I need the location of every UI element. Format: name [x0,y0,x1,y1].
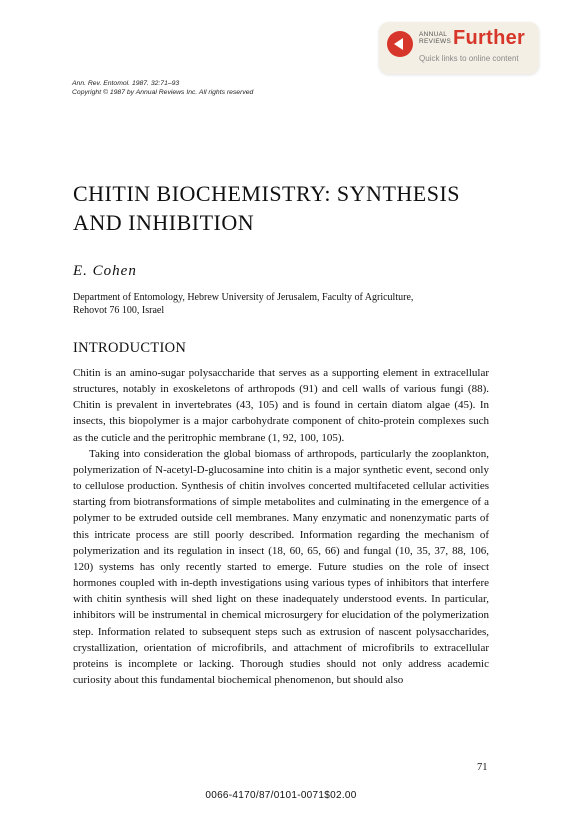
annual-reviews-further-badge[interactable] [379,22,539,74]
author-name: E. Cohen [73,263,137,279]
citation-line-2: Copyright © 1987 by Annual Reviews Inc. All rights reserved [72,89,254,96]
logo-line-annual: ANNUAL [419,31,448,38]
section-heading: INTRODUCTION [73,340,187,356]
affiliation-line-2: Rehovot 76 100, Israel [73,305,165,316]
affiliation-line-1: Department of Entomology, Hebrew University of Jerusalem, Faculty of Agriculture, [73,292,414,303]
play-arrow-icon [387,31,413,57]
title-line-1: CHITIN BIOCHEMISTRY: SYNTHESIS [73,181,461,206]
annual-reviews-logo-text [419,31,451,45]
quick-links-subtitle: Quick links to online content [419,54,519,63]
journal-citation [72,79,253,97]
title-line-2: AND INHIBITION [73,210,255,235]
logo-line-reviews: REVIEWS [419,38,452,45]
author-affiliation [73,291,513,317]
article-title [73,179,513,237]
paragraph-2: Taking into consideration the global biomass of arthropods, particularly the zooplankton, polymerization of N-acetyl-D-glucosamine into chitin is a major synthetic event, second only to cellulose production. Synthesis of chitin involves concerted multifaceted cellular activities starting from biotransformations of simple metabolites and culminating in the emergence of a polymer to be extruded outside cell membranes. Many enzymatic and nonenzymatic parts of this intricate process are still poorly described. Information regarding the mechanism of polymerization and its regulation in insect (18, 60, 65, 66) and fungal (10, 35, 37, 88, 106, 120) systems has only recently started to emerge. Future studies on the role of insect hormones coupled with in-depth investigations using various types of inhibitors that interfere with chitin synthesis will shed light on these inadequately understood events. In particular, inhibitors will be instrumental in chemical microsurgery for elucidation of the polymerization step. Information related to subsequent steps such as extrusion of nascent polysaccharides, crystallization, orientation of microfibrils, and attachment of microfibrils to extracellular proteins is incomplete or lacking. Thorough studies should not only address academic curiosity about this fundamental biochemical phenomenon, but should also [73,447,489,686]
body-text [73,365,489,688]
paragraph-1: Chitin is an amino-sugar polysaccharide that serves as a supporting element in extracellular structures, notably in exoskeletons of arthropods (91) and cell walls of various fungi (88). Chitin is prevalent in invertebrates (43, 105) and is found in certain diatom algae (45). In insects, this biopolymer is a major carbohydrate component of chito-protein complexes such as the cuticle and the peritrophic membrane (1, 92, 100, 105). [73,367,489,444]
citation-line-1: Ann. Rev. Entomol. 1987. 32:71–93 [72,80,180,87]
page-number: 71 [477,762,488,773]
footer-code: 0066-4170/87/0101-0071$02.00 [205,790,357,801]
further-wordmark: Further [453,27,526,49]
